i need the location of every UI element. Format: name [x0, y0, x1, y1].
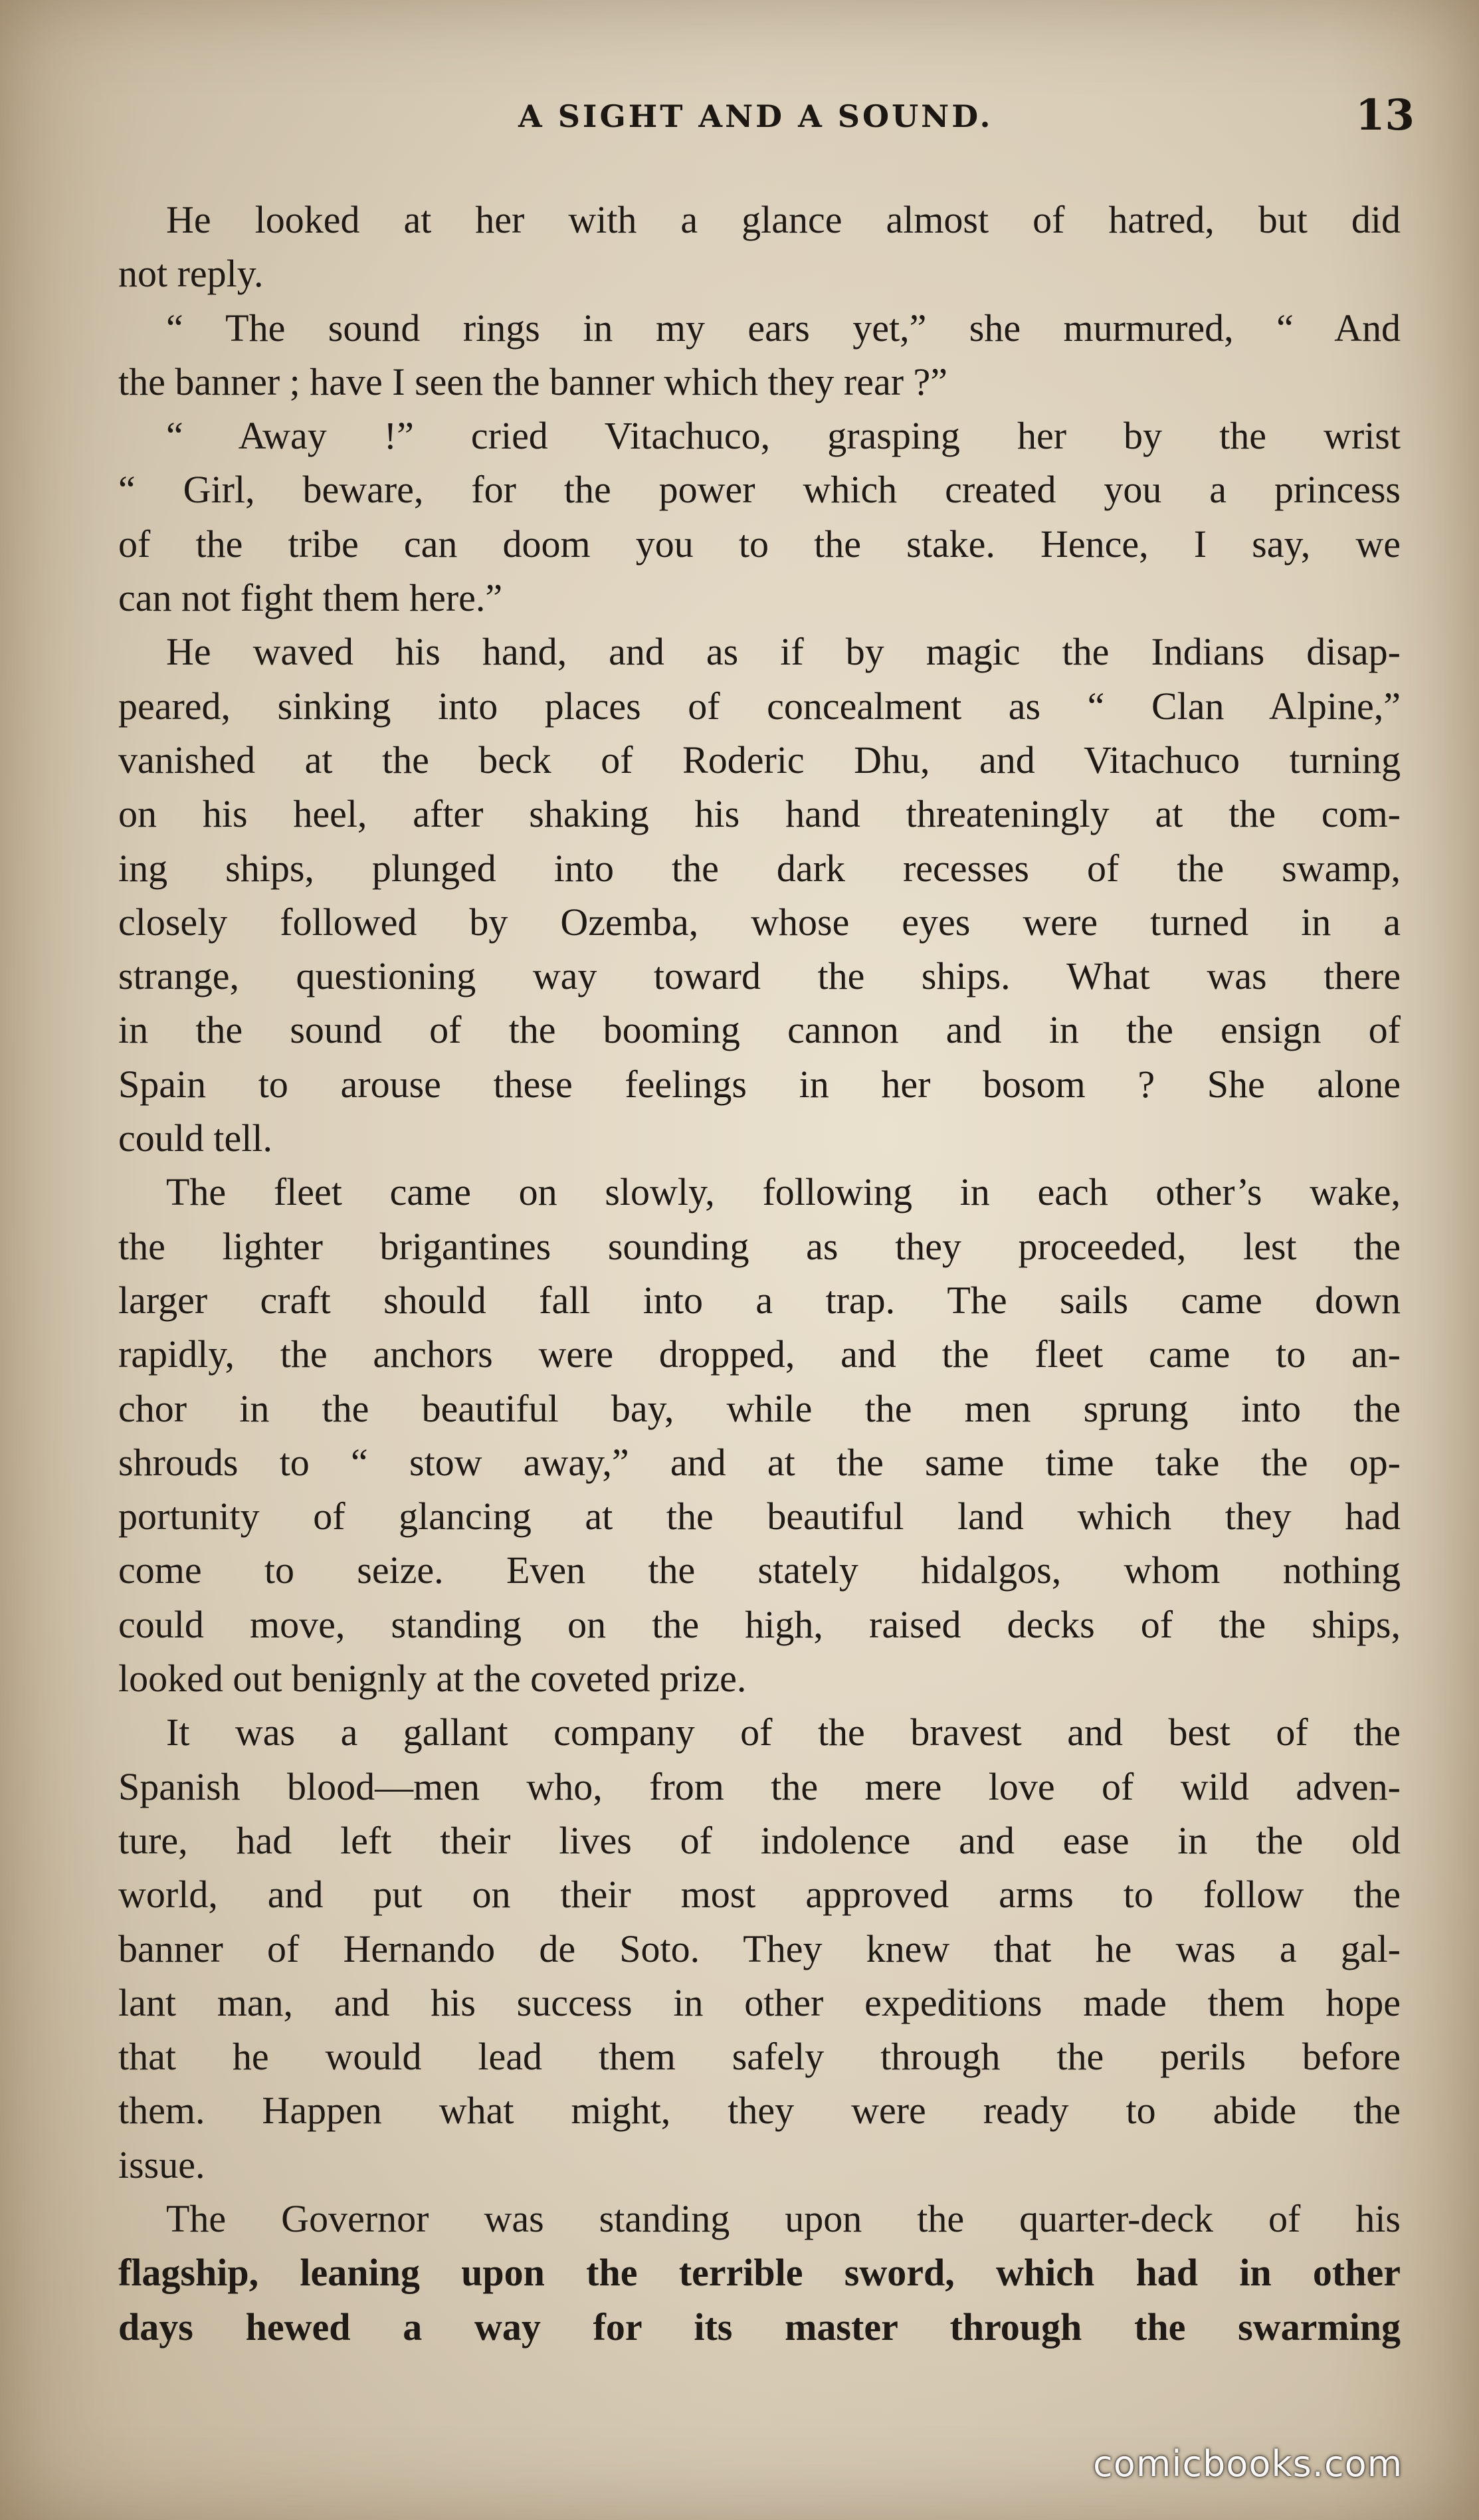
text-line: come to seize. Even the stately hidalgos, whom nothing — [118, 1548, 1401, 1592]
running-title: A SIGHT AND A SOUND. — [518, 98, 993, 134]
text-line: ture, had left their lives of indolence and ease in the old — [118, 1818, 1401, 1862]
text-line: He waved his hand, and as if by magic the Indians disap- — [166, 630, 1401, 674]
text-line: chor in the beautiful bay, while the men sprung into the — [118, 1386, 1401, 1430]
text-line: could tell. — [118, 1116, 272, 1160]
text-line: looked out benignly at the coveted prize. — [118, 1657, 747, 1701]
text-line: not reply. — [118, 252, 264, 296]
text-line: issue. — [118, 2143, 205, 2186]
text-line: closely followed by Ozemba, whose eyes were turned in a — [118, 900, 1401, 944]
text-line: peared, sinking into places of concealment as “ Clan Alpine,” — [118, 684, 1401, 728]
text-line: could move, standing on the high, raised decks of the ships, — [118, 1602, 1401, 1646]
text-line: of the tribe can doom you to the stake. Hence, I say, we — [118, 522, 1401, 566]
text-line: The fleet came on slowly, following in each other’s wake, — [166, 1170, 1401, 1214]
text-line: strange, questioning way toward the ships. What was there — [118, 954, 1401, 998]
text-line: “ The sound rings in my ears yet,” she murmured, “ And — [166, 306, 1401, 350]
running-head — [0, 90, 1479, 146]
text-line: lant man, and his success in other expeditions made them hope — [118, 1980, 1401, 2024]
text-line: world, and put on their most approved arms to follow the — [118, 1873, 1401, 1917]
text-line: on his heel, after shaking his hand threateningly at the com- — [118, 792, 1401, 836]
text-line: banner of Hernando de Soto. They knew that he was a gal- — [118, 1927, 1401, 1970]
body-text — [118, 193, 1401, 2354]
text-line: “ Away !” cried Vitachuco, grasping her by the wrist — [166, 414, 1401, 458]
text-line: shrouds to “ stow away,” and at the same time take the op- — [118, 1440, 1401, 1484]
text-line: portunity of glancing at the beautiful land which they had — [118, 1495, 1401, 1538]
text-line: The Governor was standing upon the quarter-deck of his — [166, 2196, 1401, 2240]
text-line: Spanish blood—men who, from the mere love of wild adven- — [118, 1764, 1401, 1808]
text-line: Spain to arouse these feelings in her bosom ? She alone — [118, 1062, 1401, 1106]
page-number: 13 — [1355, 90, 1415, 140]
text-line: vanished at the beck of Roderic Dhu, and Vitachuco turning — [118, 738, 1401, 782]
text-line: that he would lead them safely through the perils before — [118, 2035, 1401, 2079]
text-line: flagship, leaning upon the terrible sword, which had in other — [118, 2251, 1401, 2295]
text-line: can not fight them here.” — [118, 576, 503, 620]
text-line: rapidly, the anchors were dropped, and the fleet came to an- — [118, 1332, 1401, 1376]
text-line: in the sound of the booming cannon and in the ensign of — [118, 1008, 1401, 1052]
text-line: He looked at her with a glance almost of hatred, but did — [166, 198, 1401, 241]
text-line: It was a gallant company of the bravest and best of the — [166, 1711, 1401, 1754]
text-line: the lighter brigantines sounding as they proceeded, lest the — [118, 1224, 1401, 1268]
text-line: “ Girl, beware, for the power which created you a princess — [118, 468, 1401, 512]
text-line: the banner ; have I seen the banner which they rear ?” — [118, 360, 947, 403]
watermark-text: comicbooks.com — [1093, 2443, 1403, 2485]
text-line: days hewed a way for its master through the swarming — [118, 2305, 1401, 2349]
text-line: them. Happen what might, they were ready to abide the — [118, 2089, 1401, 2133]
text-line: ing ships, plunged into the dark recesses of the swamp, — [118, 846, 1401, 890]
text-line: larger craft should fall into a trap. The sails came down — [118, 1278, 1401, 1322]
